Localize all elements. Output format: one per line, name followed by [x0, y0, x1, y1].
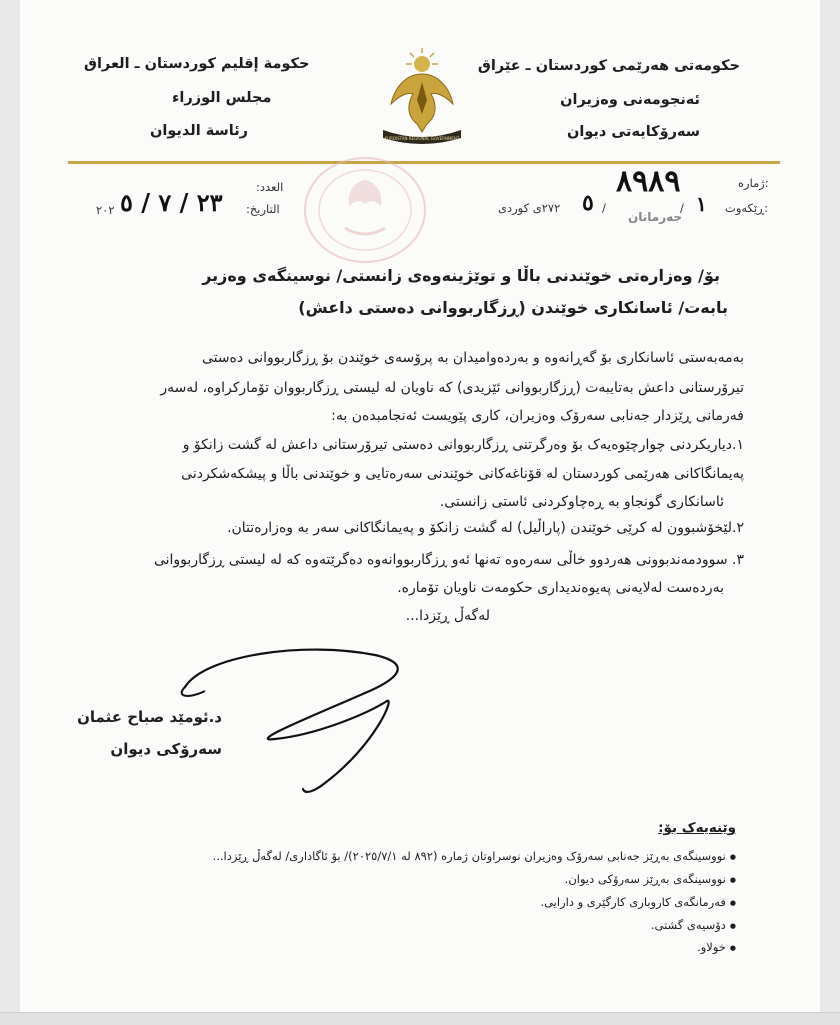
ku-date-month: جەرمانان	[628, 210, 683, 224]
copy-item: ● فەرمانگەی کاروباری کارگێری و دارایی.	[540, 895, 736, 909]
arabic-year-prefix: ٢٠٢	[96, 203, 115, 217]
document-number: ٨٩٨٩	[616, 164, 681, 199]
signatory-name: د.ئومێد صباح عثمان	[77, 708, 222, 726]
document-page	[20, 0, 820, 1024]
number-label-ar: العدد:	[256, 180, 284, 194]
body-line-6: ئاسانکاری گونجاو بە ڕەچاوکردنی ئاستی زانستی.	[439, 494, 724, 510]
body-line-2: تیرۆرستانی داعش بەتایبەت (ڕزگاربووانی ئێزیدی) کە ناویان لە لیستی ڕزگاربووان تۆمارکراوە، لەسەر	[160, 380, 744, 396]
arabic-header-line-3: رئاسة الديوان	[150, 123, 249, 139]
ku-date-sep-2: /	[602, 201, 606, 215]
subject-line: بابەت/ ئاسانکاری خوێندن (ڕزگاربووانی دەستی داعش)	[298, 298, 728, 317]
recipient-line: بۆ/ وەزارەتی خوێندنی باڵا و توێژینەوەی زانستی/ نوسینگەی وەزیر	[202, 266, 720, 285]
emblem-caption: KURDISTAN REGIONAL GOVERNMENT	[384, 136, 460, 141]
body-line-1: بەمەبەستی ئاسانکاری بۆ گەڕانەوە و بەردەوامیدان بە پرۆسەی خوێندن بۆ ڕزگاربووانی دەستی	[201, 350, 744, 366]
closing-line: لەگەڵ ڕێزدا...	[405, 608, 490, 624]
body-line-3: فەرمانی ڕێزدار جەنابی سەرۆک وەزیران، کاری پێویست ئەنجامبدەن بە:	[331, 408, 744, 424]
date-label-ar: التاريخ:	[246, 202, 280, 216]
body-line-4: ١.دیاریکردنی چوارچێوەیەک بۆ وەرگرتنی ڕزگاربووانی دەستی تیرۆرستانی داعش لە گشت زانکۆ و	[182, 437, 744, 453]
copy-item: ● دۆسیەی گشتی.	[651, 918, 736, 932]
copy-item: ● نووسینگەی بەڕێز سەرۆکی دیوان.	[565, 872, 736, 886]
ku-year-suffix: ٢٧٢ی کوردی	[498, 201, 561, 215]
body-line-5: پەیمانگاکانی هەرێمی کوردستان لە قۆناغەکانی خوێندنی سەرەتایی و خوێندنی باڵا و پیشکەشکردنی	[181, 466, 744, 482]
copies-title: وێنەیەک بۆ:	[658, 820, 736, 836]
copy-item: ● نووسینگەی بەڕێز جەنابی سەرۆک وەزیران نوسراوتان ژمارە (٨٩٢ لە ٢٠٢٥/٧/١)/ بۆ ئاگاداری/ لەگەڵ ڕێزدا...	[213, 849, 736, 863]
kurdish-header-line-2: ئەنجومەنی وەزیران	[560, 92, 700, 108]
arabic-header-line-1: حكومة إقليم كوردستان ـ العراق	[84, 56, 310, 72]
arabic-header-line-2: مجلس الوزراء	[172, 90, 272, 106]
emblem-sun	[406, 48, 438, 72]
body-line-7: ٢.لێخۆشبوون لە کرێی خوێندن (پاراڵیل) لە گشت زانکۆ و پەیمانگاکانی سەر بە وەزارەتتان.	[227, 520, 744, 536]
copy-item: ● خولاو.	[697, 940, 736, 954]
krg-emblem-icon	[377, 44, 467, 150]
bottom-edge	[0, 1012, 840, 1025]
signatory-title: سەرۆکی دیوان	[110, 740, 222, 758]
ku-date-year: ٥	[582, 190, 594, 216]
faded-stamp-icon	[295, 150, 435, 270]
kurdish-header-line-3: سەرۆکایەتی دیوان	[566, 124, 700, 140]
arabic-date: ٢٣ / ٧ / ٥	[120, 188, 223, 217]
number-label-ku: ژمارە:	[738, 176, 769, 190]
date-label-ku: ڕێکەوت:	[725, 201, 768, 215]
ku-date-sep-1: /	[680, 201, 684, 215]
body-line-9: بەردەست لەلایەنی پەیوەندیداری حکومەت ناویان تۆمارە.	[397, 580, 724, 596]
body-line-8: ٣. سوودمەندبوونی هەردوو خاڵی سەرەوە تەنها ئەو ڕزگاربووانەوە دەگرێتەوە کە لە لیستی ڕزگاربووانی	[153, 552, 744, 568]
ku-date-day: ١	[696, 192, 707, 216]
kurdish-header-line-1: حکومەتی هەرێمی کوردستان ـ عێراق	[477, 58, 740, 74]
